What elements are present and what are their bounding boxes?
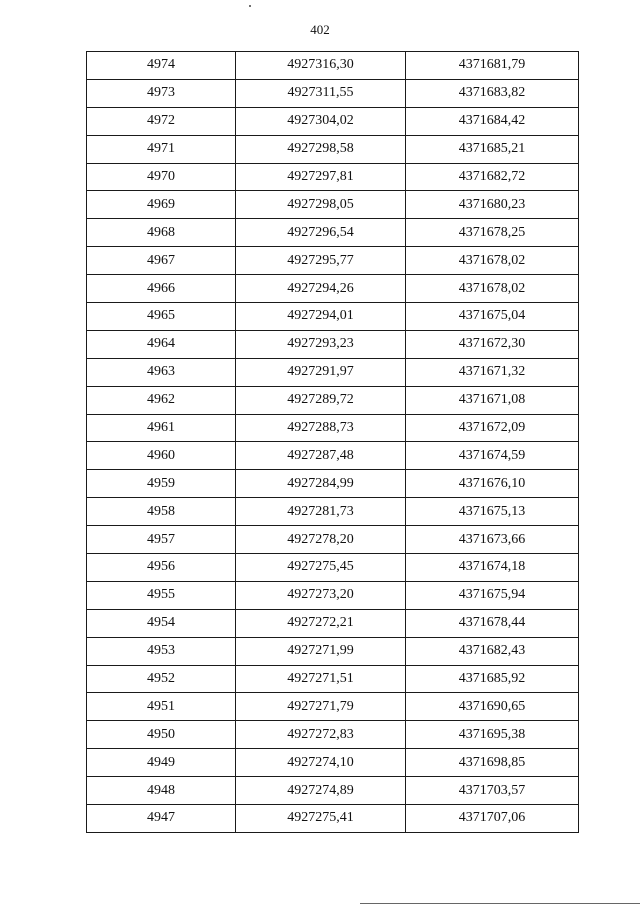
point-number-cell: 4960	[87, 442, 236, 470]
table-row	[87, 498, 579, 526]
point-number-cell: 4962	[87, 386, 236, 414]
table-row	[87, 721, 579, 749]
point-number-cell: 4950	[87, 721, 236, 749]
table-row	[87, 665, 579, 693]
table-row	[87, 330, 579, 358]
y-coordinate-cell: 4371678,02	[406, 275, 579, 303]
table-row	[87, 414, 579, 442]
x-coordinate-cell: 4927275,41	[236, 805, 406, 833]
x-coordinate-cell: 4927298,58	[236, 135, 406, 163]
y-coordinate-cell: 4371703,57	[406, 777, 579, 805]
y-coordinate-cell: 4371683,82	[406, 79, 579, 107]
point-number-cell: 4959	[87, 470, 236, 498]
y-coordinate-cell: 4371684,42	[406, 107, 579, 135]
y-coordinate-cell: 4371685,21	[406, 135, 579, 163]
point-number-cell: 4954	[87, 609, 236, 637]
y-coordinate-cell: 4371707,06	[406, 805, 579, 833]
table-row	[87, 805, 579, 833]
table-row	[87, 219, 579, 247]
table-row	[87, 358, 579, 386]
point-number-cell: 4953	[87, 637, 236, 665]
y-coordinate-cell: 4371675,94	[406, 581, 579, 609]
point-number-cell: 4967	[87, 247, 236, 275]
point-number-cell: 4947	[87, 805, 236, 833]
x-coordinate-cell: 4927294,26	[236, 275, 406, 303]
table-row	[87, 247, 579, 275]
x-coordinate-cell: 4927316,30	[236, 52, 406, 80]
y-coordinate-cell: 4371685,92	[406, 665, 579, 693]
x-coordinate-cell: 4927278,20	[236, 526, 406, 554]
bottom-edge-line	[360, 903, 640, 904]
y-coordinate-cell: 4371681,79	[406, 52, 579, 80]
point-number-cell: 4965	[87, 303, 236, 331]
x-coordinate-cell: 4927274,89	[236, 777, 406, 805]
table-row	[87, 693, 579, 721]
x-coordinate-cell: 4927287,48	[236, 442, 406, 470]
x-coordinate-cell: 4927296,54	[236, 219, 406, 247]
y-coordinate-cell: 4371671,08	[406, 386, 579, 414]
x-coordinate-cell: 4927289,72	[236, 386, 406, 414]
point-number-cell: 4957	[87, 526, 236, 554]
x-coordinate-cell: 4927311,55	[236, 79, 406, 107]
table-row	[87, 777, 579, 805]
table-row	[87, 581, 579, 609]
point-number-cell: 4952	[87, 665, 236, 693]
x-coordinate-cell: 4927273,20	[236, 581, 406, 609]
x-coordinate-cell: 4927271,51	[236, 665, 406, 693]
y-coordinate-cell: 4371678,44	[406, 609, 579, 637]
x-coordinate-cell: 4927272,83	[236, 721, 406, 749]
point-number-cell: 4956	[87, 554, 236, 582]
y-coordinate-cell: 4371674,18	[406, 554, 579, 582]
point-number-cell: 4961	[87, 414, 236, 442]
y-coordinate-cell: 4371680,23	[406, 191, 579, 219]
point-number-cell: 4969	[87, 191, 236, 219]
x-coordinate-cell: 4927297,81	[236, 163, 406, 191]
y-coordinate-cell: 4371673,66	[406, 526, 579, 554]
coordinates-table-body	[87, 52, 579, 833]
y-coordinate-cell: 4371672,30	[406, 330, 579, 358]
point-number-cell: 4964	[87, 330, 236, 358]
point-number-cell: 4970	[87, 163, 236, 191]
x-coordinate-cell: 4927271,99	[236, 637, 406, 665]
table-row	[87, 79, 579, 107]
point-number-cell: 4958	[87, 498, 236, 526]
table-row	[87, 163, 579, 191]
x-coordinate-cell: 4927298,05	[236, 191, 406, 219]
x-coordinate-cell: 4927281,73	[236, 498, 406, 526]
table-row	[87, 303, 579, 331]
x-coordinate-cell: 4927271,79	[236, 693, 406, 721]
x-coordinate-cell: 4927272,21	[236, 609, 406, 637]
table-row	[87, 749, 579, 777]
table-row	[87, 609, 579, 637]
y-coordinate-cell: 4371675,13	[406, 498, 579, 526]
y-coordinate-cell: 4371678,25	[406, 219, 579, 247]
y-coordinate-cell: 4371678,02	[406, 247, 579, 275]
x-coordinate-cell: 4927274,10	[236, 749, 406, 777]
point-number-cell: 4951	[87, 693, 236, 721]
point-number-cell: 4963	[87, 358, 236, 386]
page-number: 402	[310, 22, 330, 37]
y-coordinate-cell: 4371682,72	[406, 163, 579, 191]
point-number-cell: 4971	[87, 135, 236, 163]
x-coordinate-cell: 4927284,99	[236, 470, 406, 498]
x-coordinate-cell: 4927275,45	[236, 554, 406, 582]
y-coordinate-cell: 4371674,59	[406, 442, 579, 470]
point-number-cell: 4948	[87, 777, 236, 805]
table-row	[87, 191, 579, 219]
table-row	[87, 470, 579, 498]
y-coordinate-cell: 4371695,38	[406, 721, 579, 749]
point-number-cell: 4974	[87, 52, 236, 80]
table-row	[87, 135, 579, 163]
table-row	[87, 526, 579, 554]
table-row	[87, 52, 579, 80]
x-coordinate-cell: 4927291,97	[236, 358, 406, 386]
x-coordinate-cell: 4927288,73	[236, 414, 406, 442]
table-row	[87, 386, 579, 414]
point-number-cell: 4972	[87, 107, 236, 135]
y-coordinate-cell: 4371682,43	[406, 637, 579, 665]
table-row	[87, 107, 579, 135]
table-row	[87, 554, 579, 582]
point-number-cell: 4949	[87, 749, 236, 777]
coordinates-table	[86, 51, 579, 833]
table-row	[87, 275, 579, 303]
y-coordinate-cell: 4371672,09	[406, 414, 579, 442]
scan-speck	[249, 5, 251, 7]
y-coordinate-cell: 4371675,04	[406, 303, 579, 331]
x-coordinate-cell: 4927294,01	[236, 303, 406, 331]
y-coordinate-cell: 4371676,10	[406, 470, 579, 498]
point-number-cell: 4966	[87, 275, 236, 303]
y-coordinate-cell: 4371671,32	[406, 358, 579, 386]
point-number-cell: 4973	[87, 79, 236, 107]
y-coordinate-cell: 4371690,65	[406, 693, 579, 721]
point-number-cell: 4968	[87, 219, 236, 247]
x-coordinate-cell: 4927304,02	[236, 107, 406, 135]
x-coordinate-cell: 4927295,77	[236, 247, 406, 275]
x-coordinate-cell: 4927293,23	[236, 330, 406, 358]
table-row	[87, 442, 579, 470]
table-row	[87, 637, 579, 665]
y-coordinate-cell: 4371698,85	[406, 749, 579, 777]
point-number-cell: 4955	[87, 581, 236, 609]
